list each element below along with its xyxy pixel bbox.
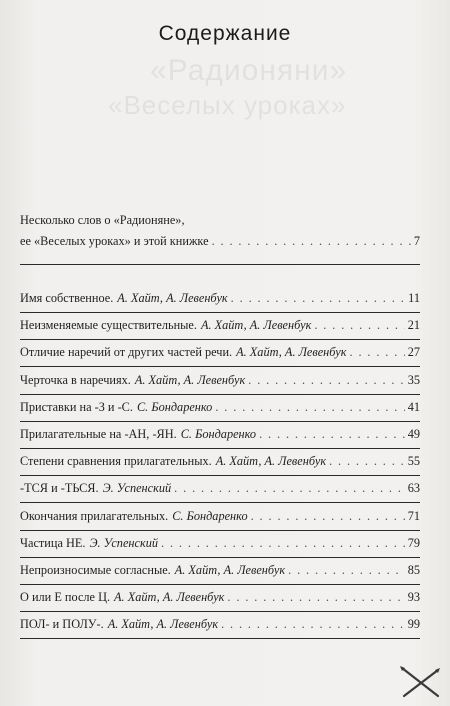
divider xyxy=(20,557,420,558)
leader-dots xyxy=(231,291,405,306)
toc-entry-title: О или Е после Ц. xyxy=(20,590,111,604)
toc-page-number: 63 xyxy=(407,481,420,495)
toc-entry-title: -ТСЯ и -ТЬСЯ. xyxy=(20,481,99,495)
toc-entry-author: А. Хайт, А. Левенбук xyxy=(107,617,219,631)
toc-entry-line xyxy=(20,234,420,249)
divider xyxy=(20,264,420,265)
toc-entry xyxy=(20,427,420,442)
leader-dots xyxy=(251,509,405,524)
toc-page-number: 99 xyxy=(407,617,420,631)
toc-entry-author: С. Бондаренко xyxy=(172,509,248,523)
leader-dots xyxy=(174,481,405,496)
toc-entry xyxy=(20,291,420,306)
toc-entry-title: Степени сравнения прилагательных. xyxy=(20,454,212,468)
toc-entry-author: С. Бондаренко xyxy=(180,427,257,441)
toc-entry-title: Непроизносимые согласные. xyxy=(20,563,171,577)
toc-entry-line xyxy=(20,509,420,524)
divider xyxy=(20,475,420,476)
divider xyxy=(20,638,420,639)
toc-entry-title: Несколько слов о «Радионяне», xyxy=(20,213,185,227)
toc-entry xyxy=(20,318,420,333)
toc-entry xyxy=(20,617,420,632)
toc-page-number: 11 xyxy=(408,291,420,305)
leader-dots xyxy=(221,617,405,632)
toc-entry xyxy=(20,213,420,249)
toc-page-number: 55 xyxy=(407,454,420,468)
toc-entry-title: Приставки на -З и -С. xyxy=(20,400,133,414)
toc-entry-line xyxy=(20,454,420,469)
toc-page-number: 35 xyxy=(407,373,420,387)
leader-dots xyxy=(259,427,405,442)
toc-entry-author: А. Хайт, А. Левенбук xyxy=(215,454,327,468)
toc-entry-title: ее «Веселых уроках» и этой книжке xyxy=(20,234,209,248)
bleed-through-text: «Радионяни» xyxy=(150,54,348,87)
leader-dots xyxy=(288,563,405,578)
leader-dots xyxy=(248,373,404,388)
toc-page-number: 41 xyxy=(407,400,420,414)
leader-dots xyxy=(314,318,404,333)
toc-entry-author: С. Бондаренко xyxy=(136,400,213,414)
toc-page-number: 49 xyxy=(407,427,420,441)
toc-entry xyxy=(20,563,420,578)
toc-entry-author: А. Хайт, А. Левенбук xyxy=(117,291,228,305)
toc-page-number: 85 xyxy=(407,563,420,577)
divider xyxy=(20,366,420,367)
toc-entry-line xyxy=(20,427,420,442)
toc-page-number: 7 xyxy=(413,234,420,248)
divider xyxy=(20,394,420,395)
leader-dots xyxy=(329,454,405,469)
divider xyxy=(20,584,420,585)
toc-entry-author: А. Хайт, А. Левенбук xyxy=(200,318,312,332)
toc-entry-title: Отличие наречий от других частей речи. xyxy=(20,345,233,359)
toc-entry-line xyxy=(20,318,420,333)
divider xyxy=(20,448,420,449)
leader-dots xyxy=(215,400,404,415)
toc-entry-line xyxy=(20,213,420,228)
pencils-icon xyxy=(398,664,442,700)
toc-entry-title: Неизменяемые существительные. xyxy=(20,318,197,332)
toc-page-number: 79 xyxy=(407,536,420,550)
toc-page-number: 93 xyxy=(407,590,420,604)
toc-page-number: 21 xyxy=(407,318,420,332)
page-title: Содержание xyxy=(158,22,292,45)
toc-entry-author: Э. Успенский xyxy=(89,536,159,550)
divider xyxy=(20,339,420,340)
toc-entry-line xyxy=(20,400,420,415)
toc-entry-title: ПОЛ- и ПОЛУ-. xyxy=(20,617,104,631)
toc-entry-author: А. Хайт, А. Левенбук xyxy=(134,373,246,387)
divider xyxy=(20,421,420,422)
bleed-through-text: «Веселых уроках» xyxy=(108,90,347,120)
toc-entry xyxy=(20,400,420,415)
toc-entry-line xyxy=(20,617,420,632)
toc-entry xyxy=(20,454,420,469)
toc-entry-line xyxy=(20,563,420,578)
toc-entry-title: Окончания прилагательных. xyxy=(20,509,169,523)
toc-entry-title: Имя собственное. xyxy=(20,291,114,305)
toc-entry-author: Э. Успенский xyxy=(102,481,172,495)
leader-dots xyxy=(227,590,404,605)
divider xyxy=(20,502,420,503)
toc-entry-line xyxy=(20,481,420,496)
leader-dots xyxy=(350,345,405,360)
divider xyxy=(20,530,420,531)
toc-entry xyxy=(20,590,420,605)
toc-entry xyxy=(20,509,420,524)
toc-entry xyxy=(20,373,420,388)
toc-entry-author: А. Хайт, А. Левенбук xyxy=(236,345,347,359)
toc-entry-author: А. Хайт, А. Левенбук xyxy=(174,563,286,577)
toc-page-number: 27 xyxy=(407,345,420,359)
toc-entry xyxy=(20,345,420,360)
leader-dots xyxy=(161,536,405,551)
toc-entry-title: Частица НЕ. xyxy=(20,536,86,550)
toc-entry-author: А. Хайт, А. Левенбук xyxy=(114,590,225,604)
toc-entry xyxy=(20,536,420,551)
toc-entry-line xyxy=(20,590,420,605)
toc-entry-title: Черточка в наречиях. xyxy=(20,373,131,387)
toc-entry-line xyxy=(20,345,420,360)
toc-entry-line xyxy=(20,536,420,551)
toc-entry-line xyxy=(20,291,420,306)
toc-entry-title: Прилагательные на -АН, -ЯН. xyxy=(20,427,177,441)
leader-dots xyxy=(212,234,411,249)
toc-entry-line xyxy=(20,373,420,388)
toc-entry xyxy=(20,481,420,496)
toc-page-number: 71 xyxy=(407,509,420,523)
divider xyxy=(20,312,420,313)
divider xyxy=(20,611,420,612)
